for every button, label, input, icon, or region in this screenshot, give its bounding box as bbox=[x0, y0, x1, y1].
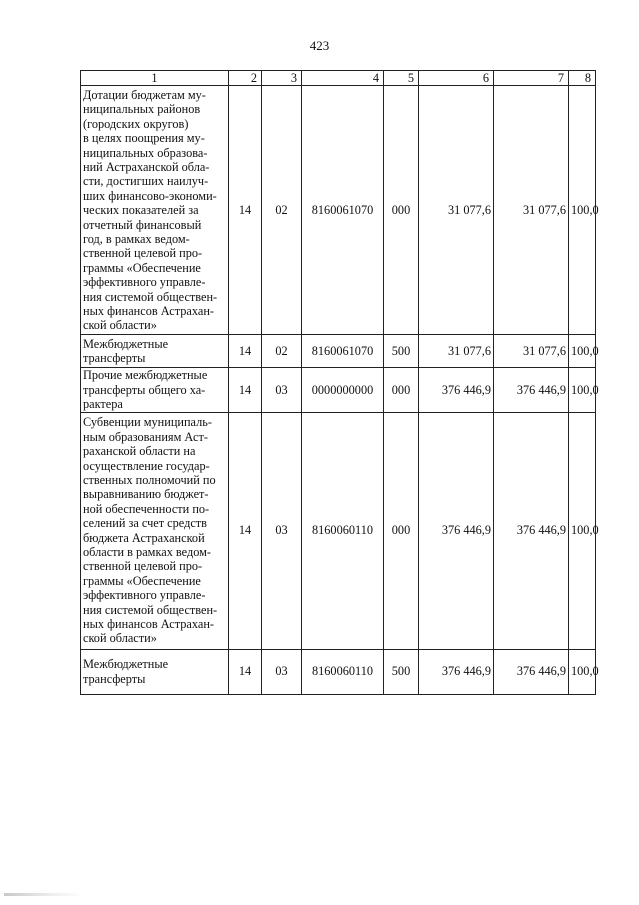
scan-artifact bbox=[4, 893, 84, 896]
row-name bbox=[81, 368, 229, 412]
cell-subsection: 03 bbox=[262, 412, 302, 649]
row-name-line: раханской области на bbox=[83, 444, 196, 459]
row-name-line: Субвенции муниципаль- bbox=[83, 415, 212, 430]
row-name bbox=[81, 335, 229, 368]
page-number: 423 bbox=[309, 38, 330, 53]
row-name-line: ственных полномочий по bbox=[83, 473, 216, 487]
row-name-line: эффективного управле- bbox=[83, 275, 206, 290]
row-name-line: Межбюджетные bbox=[83, 337, 169, 351]
table-row bbox=[81, 412, 596, 649]
row-name-line: трансферты общего ха- bbox=[83, 382, 206, 397]
table-row bbox=[81, 86, 596, 335]
cell-expense-type: 000 bbox=[384, 86, 419, 335]
cell-target-article: 0000000000 bbox=[302, 368, 384, 412]
row-name-line: области в рамках ведом- bbox=[83, 545, 211, 560]
row-name-line: граммы «Обеспечение bbox=[83, 573, 201, 588]
cell-subsection: 02 bbox=[262, 86, 302, 335]
cell-amount-executed: 376 446,9 bbox=[494, 368, 569, 412]
row-name bbox=[81, 412, 229, 649]
cell-section: 14 bbox=[229, 368, 262, 412]
row-name bbox=[81, 86, 229, 335]
cell-target-article: 8160060110 bbox=[302, 412, 384, 649]
row-name-line: ной обеспеченности по- bbox=[83, 501, 210, 516]
row-name-line: ших финансово-экономи- bbox=[83, 188, 217, 203]
row-name-line: трансферты bbox=[83, 671, 146, 686]
row-name-line: Прочие межбюджетные bbox=[83, 368, 208, 383]
column-header-2: 2 bbox=[229, 71, 262, 86]
row-name-line: ской области» bbox=[83, 318, 157, 333]
cell-amount-planned: 376 446,9 bbox=[419, 412, 494, 649]
row-name-line: ным образованиям Аст- bbox=[83, 429, 208, 444]
column-header-5: 5 bbox=[384, 71, 419, 86]
budget-table bbox=[80, 70, 599, 695]
cell-section: 14 bbox=[229, 412, 262, 649]
row-name-line: ных финансов Астрахан- bbox=[83, 304, 215, 319]
cell-amount-executed: 376 446,9 bbox=[494, 649, 569, 694]
row-name-line: отчетный финансовый bbox=[83, 217, 202, 232]
cell-expense-type: 000 bbox=[384, 368, 419, 412]
header-row bbox=[81, 71, 596, 86]
cell-amount-planned: 31 077,6 bbox=[419, 86, 494, 335]
cell-amount-executed: 31 077,6 bbox=[494, 335, 569, 368]
row-name-line: (городских округов) bbox=[83, 116, 189, 131]
cell-section: 14 bbox=[229, 649, 262, 694]
row-name-line: ния системой обществен- bbox=[83, 602, 218, 617]
cell-expense-type: 500 bbox=[384, 335, 419, 368]
cell-expense-type: 000 bbox=[384, 412, 419, 649]
cell-subsection: 03 bbox=[262, 649, 302, 694]
row-name-line: ниципальных районов bbox=[83, 102, 201, 117]
cell-expense-type: 500 bbox=[384, 649, 419, 694]
cell-target-article: 8160061070 bbox=[302, 86, 384, 335]
cell-section: 14 bbox=[229, 86, 262, 335]
row-name bbox=[81, 649, 229, 694]
cell-amount-executed: 376 446,9 bbox=[494, 412, 569, 649]
column-header-4: 4 bbox=[302, 71, 384, 86]
row-name-line: Дотации бюджетам му- bbox=[83, 87, 206, 102]
table-row bbox=[81, 335, 596, 368]
column-header-6: 6 bbox=[419, 71, 494, 86]
cell-subsection: 02 bbox=[262, 335, 302, 368]
cell-target-article: 8160061070 bbox=[302, 335, 384, 368]
cell-percent: 100,0 bbox=[569, 335, 596, 368]
column-header-7: 7 bbox=[494, 71, 569, 86]
table-row bbox=[81, 649, 596, 694]
column-header-8: 8 bbox=[569, 71, 596, 86]
cell-amount-planned: 376 446,9 bbox=[419, 368, 494, 412]
row-name-line: ниципальных образова- bbox=[83, 145, 208, 160]
cell-amount-planned: 376 446,9 bbox=[419, 649, 494, 694]
cell-subsection: 03 bbox=[262, 368, 302, 412]
row-name-line: рактера bbox=[83, 397, 123, 412]
row-name-line: осуществление государ- bbox=[83, 458, 210, 473]
row-name-line: трансферты bbox=[83, 351, 146, 366]
table-row bbox=[81, 368, 596, 412]
row-name-line: граммы «Обеспечение bbox=[83, 260, 201, 275]
cell-percent: 100,0 bbox=[569, 86, 596, 335]
cell-amount-executed: 31 077,6 bbox=[494, 86, 569, 335]
row-name-line: ческих показателей за bbox=[83, 203, 199, 218]
cell-percent: 100,0 bbox=[569, 412, 596, 649]
row-name-line: в целях поощрения му- bbox=[83, 131, 205, 146]
row-name-line: селений за счет средств bbox=[83, 516, 207, 531]
cell-percent: 100,0 bbox=[569, 649, 596, 694]
row-name-line: выравниванию бюджет- bbox=[83, 487, 209, 502]
row-name-line: ний Астраханской обла- bbox=[83, 159, 210, 174]
cell-percent: 100,0 bbox=[569, 368, 596, 412]
row-name-line: эффективного управле- bbox=[83, 588, 206, 603]
row-name-line: ния системой обществен- bbox=[83, 289, 218, 304]
row-name-line: ственной целевой про- bbox=[83, 246, 203, 261]
column-header-3: 3 bbox=[262, 71, 302, 86]
row-name-line: Межбюджетные bbox=[83, 657, 169, 672]
row-name-line: ных финансов Астрахан- bbox=[83, 617, 215, 632]
row-name-line: бюджета Астраханской bbox=[83, 530, 205, 545]
cell-section: 14 bbox=[229, 335, 262, 368]
row-name-line: ственной целевой про- bbox=[83, 559, 203, 574]
cell-target-article: 8160060110 bbox=[302, 649, 384, 694]
cell-amount-planned: 31 077,6 bbox=[419, 335, 494, 368]
row-name-line: ской области» bbox=[83, 631, 157, 646]
row-name-line: год, в рамках ведом- bbox=[83, 232, 190, 247]
row-name-line: сти, достигших наилуч- bbox=[83, 174, 209, 189]
column-header-1: 1 bbox=[81, 71, 229, 86]
